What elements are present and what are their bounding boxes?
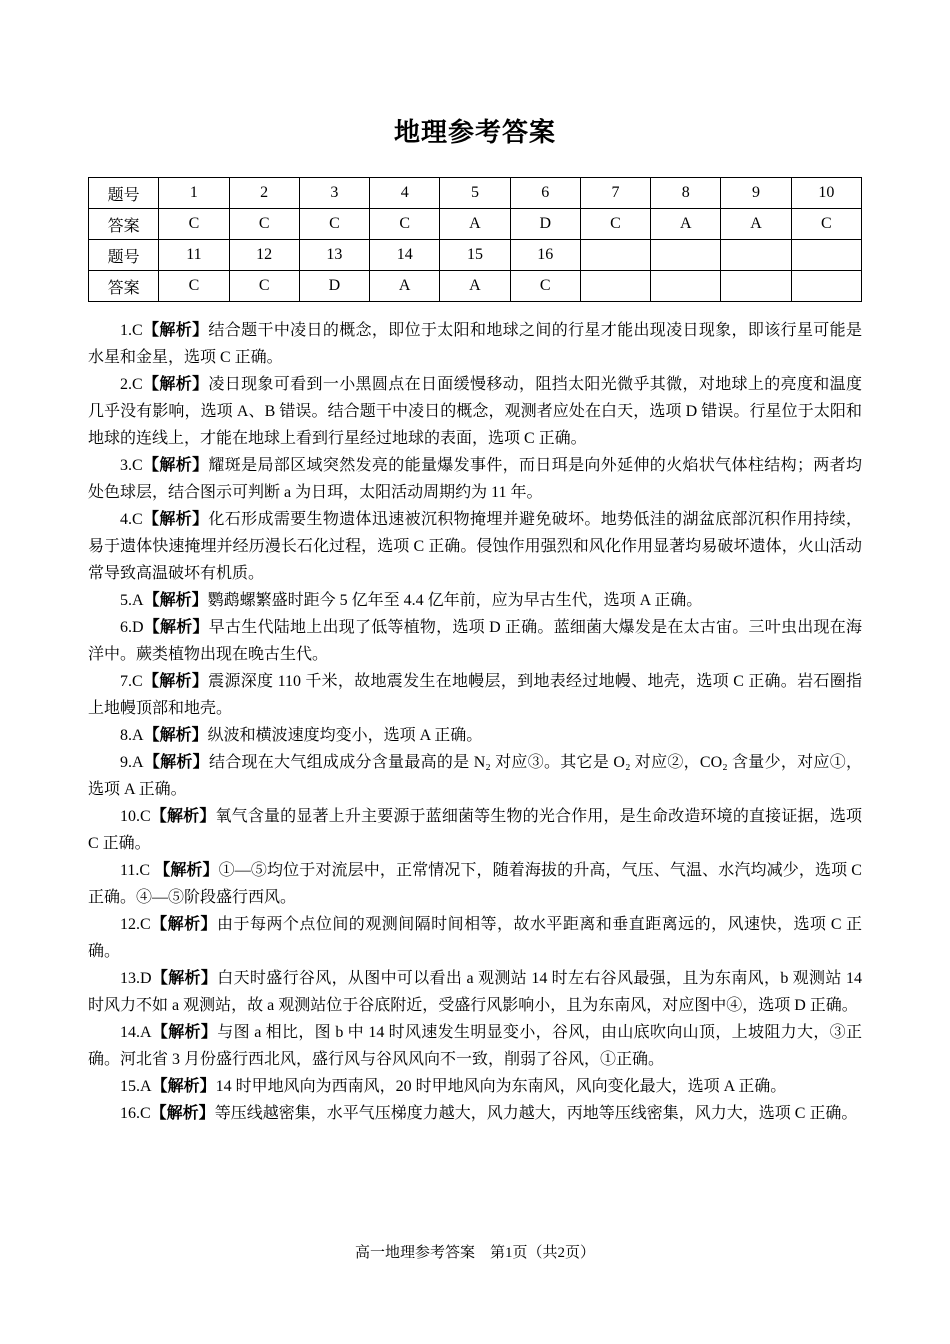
page-footer: 高一地理参考答案 第1页（共2页）	[354, 1245, 595, 1261]
explanation-tag: 【解析】	[143, 619, 209, 636]
table-cell: A	[370, 271, 440, 302]
table-cell: 5	[440, 178, 510, 209]
table-cell: 10	[791, 178, 861, 209]
explanation-text: 白天时盛行谷风，从图中可以看出 a 观测站 14 时左右谷风最强，且为东南风，b 观测站 14 时风力不如 a 观测站，故 a 观测站位于谷底附近，受盛行风影响小，且为东南风，对应图中④，选项 D 正确。	[88, 970, 862, 1014]
explanation-item	[88, 371, 862, 452]
table-cell: 13	[299, 240, 369, 271]
table-cell: 1	[159, 178, 229, 209]
table-cell	[721, 240, 791, 271]
table-cell: C	[159, 271, 229, 302]
table-cell: 9	[721, 178, 791, 209]
table-cell: A	[721, 209, 791, 240]
explanation-item	[88, 1100, 862, 1127]
table-cell	[791, 271, 861, 302]
explanation-tag: 【解析】	[154, 862, 219, 879]
explanation-tag: 【解析】	[151, 970, 218, 987]
explanation-text: 氧气含量的显著上升主要源于蓝细菌等生物的光合作用，是生命改造环境的直接证据，选项 C 正确。	[88, 808, 862, 852]
explanation-text: 由于每两个点位间的观测间隔时间相等，故水平距离和垂直距离远的，风速快，选项 C 正确。	[88, 916, 862, 960]
explanation-tag: 【解析】	[143, 727, 208, 744]
table-cell	[580, 271, 650, 302]
table-row	[89, 271, 862, 302]
explanation-tag: 【解析】	[142, 511, 209, 528]
table-cell: A	[440, 209, 510, 240]
explanation-lead: 6.D	[120, 619, 144, 636]
explanation-tag: 【解析】	[142, 322, 209, 339]
explanation-text: 鹦鹉螺繁盛时距今 5 亿年至 4.4 亿年前，应为早古生代，选项 A 正确。	[207, 592, 703, 609]
explanation-tag: 【解析】	[142, 673, 209, 690]
explanation-tag: 【解析】	[150, 916, 218, 933]
table-cell: C	[159, 209, 229, 240]
explanation-item	[88, 506, 862, 587]
explanation-text: ①—⑤均位于对流层中，正常情况下，随着海拔的升高，气压、气温、水汽均减少，选项 C 正确。④—⑤阶段盛行西风。	[88, 862, 862, 906]
table-cell: 14	[370, 240, 440, 271]
explanation-text: 结合题干中凌日的概念，即位于太阳和地球之间的行星才能出现凌日现象，即该行星可能是水星和金星，选项 C 正确。	[88, 322, 862, 366]
table-cell: 6	[510, 178, 580, 209]
explanation-tag: 【解析】	[151, 1078, 216, 1095]
table-cell: 3	[299, 178, 369, 209]
explanation-lead: 9.A	[120, 754, 144, 771]
table-cell: 题号	[89, 178, 159, 209]
table-cell: 答案	[89, 209, 159, 240]
explanation-text: 震源深度 110 千米，故地震发生在地幔层，到地表经过地幔、地壳，选项 C 正确。岩石圈指上地幔顶部和地壳。	[88, 673, 862, 717]
explanation-tag: 【解析】	[142, 457, 209, 474]
explanation-item	[88, 722, 862, 749]
explanations-section	[88, 317, 862, 1127]
explanation-lead: 11.C	[120, 862, 155, 879]
explanation-text: 凌日现象可看到一小黑圆点在日面缓慢移动，阻挡太阳光微乎其微，对地球上的亮度和温度几乎没有影响，选项 A、B 错误。结合题干中凌日的概念，观测者应处在白天，选项 D 错误。行星位于太阳和地球的连线上，才能在地球上看到行星经过地球的表面，选项 C 正确。	[88, 376, 862, 447]
explanation-lead: 13.D	[120, 970, 152, 987]
table-cell	[651, 271, 721, 302]
table-cell: C	[370, 209, 440, 240]
table-cell: 题号	[89, 240, 159, 271]
explanation-item	[88, 452, 862, 506]
table-cell: D	[299, 271, 369, 302]
explanation-text: 与图 a 相比，图 b 中 14 时风速发生明显变小，谷风，由山底吹向山顶，上坡阻力大，③正确。河北省 3 月份盛行西北风，盛行风与谷风风向不一致，削弱了谷风，①正确。	[88, 1024, 862, 1068]
explanation-lead: 8.A	[120, 727, 144, 744]
explanation-lead: 3.C	[120, 457, 143, 474]
table-cell: C	[229, 209, 299, 240]
table-cell	[580, 240, 650, 271]
table-row	[89, 240, 862, 271]
explanation-lead: 2.C	[120, 376, 143, 393]
table-cell: 2	[229, 178, 299, 209]
explanation-item	[88, 803, 862, 857]
table-cell: C	[510, 271, 580, 302]
table-cell: C	[299, 209, 369, 240]
explanation-text: 早古生代陆地上出现了低等植物，选项 D 正确。蓝细菌大爆发是在太古宙。三叶虫出现在海洋中。蕨类植物出现在晚古生代。	[88, 619, 862, 663]
explanation-text: 等压线越密集，水平气压梯度力越大，风力越大，丙地等压线密集，风力大，选项 C 正确。	[214, 1105, 858, 1122]
page-title: 地理参考答案	[393, 118, 556, 147]
explanation-item	[88, 965, 862, 1019]
table-cell: 12	[229, 240, 299, 271]
explanation-item	[88, 317, 862, 371]
table-cell: C	[791, 209, 861, 240]
explanation-item	[88, 857, 862, 911]
table-cell: 11	[159, 240, 229, 271]
explanation-lead: 4.C	[120, 511, 143, 528]
explanation-item	[88, 749, 862, 803]
explanation-item	[88, 668, 862, 722]
explanation-text: 结合现在大气组成成分含量最高的是 N₂ 对应③。其它是 O₂ 对应②，CO₂ 含量少，对应①，选项 A 正确。	[88, 754, 862, 798]
explanation-lead: 5.A	[120, 592, 144, 609]
table-cell: 4	[370, 178, 440, 209]
table-cell: C	[580, 209, 650, 240]
table-row	[89, 178, 862, 209]
table-row	[89, 209, 862, 240]
table-cell: 15	[440, 240, 510, 271]
table-cell	[721, 271, 791, 302]
explanation-tag: 【解析】	[151, 1024, 218, 1041]
table-cell: A	[651, 209, 721, 240]
table-cell: C	[229, 271, 299, 302]
table-cell: 答案	[89, 271, 159, 302]
explanation-lead: 14.A	[120, 1024, 152, 1041]
explanation-tag: 【解析】	[143, 592, 208, 609]
explanation-tag: 【解析】	[143, 754, 209, 771]
explanation-lead: 7.C	[120, 673, 143, 690]
explanation-tag: 【解析】	[150, 1105, 215, 1122]
explanation-lead: 15.A	[120, 1078, 152, 1095]
table-cell	[791, 240, 861, 271]
table-cell: 7	[580, 178, 650, 209]
explanation-lead: 16.C	[120, 1105, 151, 1122]
explanation-item	[88, 911, 862, 965]
table-cell: D	[510, 209, 580, 240]
explanation-text: 纵波和横波速度均变小，选项 A 正确。	[207, 727, 483, 744]
explanation-item	[88, 1019, 862, 1073]
explanation-item	[88, 614, 862, 668]
table-cell: 8	[651, 178, 721, 209]
explanation-lead: 1.C	[120, 322, 143, 339]
explanation-tag: 【解析】	[142, 376, 209, 393]
table-cell: A	[440, 271, 510, 302]
explanation-text: 化石形成需要生物遗体迅速被沉积物掩埋并避免破坏。地势低洼的湖盆底部沉积作用持续，易于遗体快速掩埋并经历漫长石化过程，选项 C 正确。侵蚀作用强烈和风化作用显著均易破坏遗体，火山活动常导致高温破坏有机质。	[88, 511, 862, 582]
explanation-lead: 10.C	[120, 808, 151, 825]
explanation-item	[88, 1073, 862, 1100]
explanation-tag: 【解析】	[150, 808, 216, 825]
explanation-item	[88, 587, 862, 614]
explanation-text: 14 时甲地风向为西南风，20 时甲地风向为东南风，风向变化最大，选项 A 正确。	[215, 1078, 787, 1095]
table-cell	[651, 240, 721, 271]
table-cell: 16	[510, 240, 580, 271]
explanation-text: 耀斑是局部区域突然发亮的能量爆发事件，而日珥是向外延伸的火焰状气体柱结构；两者均处色球层，结合图示可判断 a 为日珥，太阳活动周期约为 11 年。	[88, 457, 862, 501]
explanation-lead: 12.C	[120, 916, 151, 933]
answer-table	[88, 177, 862, 302]
